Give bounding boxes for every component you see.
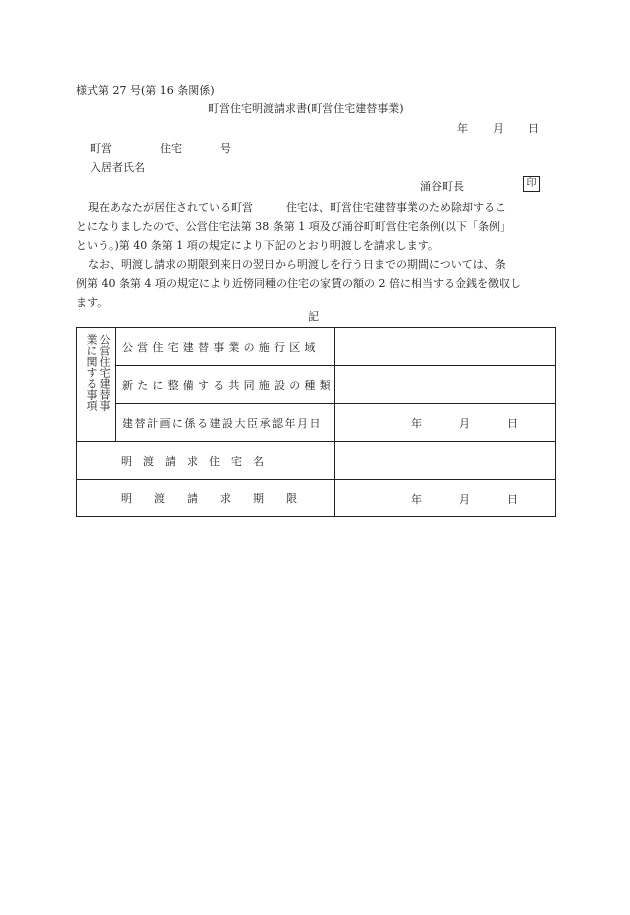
approval-year-label: 年 [411,417,422,430]
document-title: 町営住宅明渡請求書(町営住宅建替事業) [208,102,404,115]
seal-mark: 印 [523,176,540,192]
address-number-label: 号 [220,142,231,155]
group-label-cell [77,328,116,442]
paragraph-line: なお、明渡し請求の期限到来日の翌日から明渡しを行う日までの期間については、条 [88,258,506,271]
address-town-label: 町営 [90,142,112,155]
note-paragraph [76,255,552,312]
facility-type-value[interactable] [335,366,556,404]
house-name-value[interactable] [335,442,556,480]
approval-day-label: 日 [507,417,518,430]
approval-date-label: 建替計画に係る建設大臣承認年月日 [116,404,335,442]
paragraph-line: 例第 40 条第 4 項の規定により近傍同種の住宅の家賃の額の 2 倍に相当する金銭を徴収し [76,277,521,290]
paragraph-line: とになりましたので、公営住宅法第 38 条第 1 項及び涌谷町町営住宅条例(以下「条例」 [76,220,512,233]
resident-name-label: 入居者氏名 [90,161,145,174]
paragraph-line: ます。 [76,296,109,309]
deadline-day-label: 日 [507,493,518,506]
date-year-label: 年 [457,122,468,135]
form-number: 様式第 27 号(第 16 条関係) [76,84,215,97]
house-name-label: 明 渡 請 求 住 宅 名 [77,442,335,480]
date-month-label: 月 [493,122,504,135]
address-housing-label: 住宅 [160,142,182,155]
deadline-value[interactable] [335,480,556,517]
note-label: 記 [308,310,319,323]
deadline-label: 明 渡 請 求 期 限 [77,480,335,517]
date-day-label: 日 [528,122,539,135]
request-paragraph [76,198,552,255]
table-row [77,442,556,480]
deadline-year-label: 年 [411,493,422,506]
group-label: 公営住宅建替事業に関する事項 [85,334,111,411]
table-row [77,480,556,517]
construction-area-value[interactable] [335,328,556,366]
deadline-month-label: 月 [459,493,470,506]
approval-month-label: 月 [459,417,470,430]
approval-date-value[interactable] [335,404,556,442]
table-row [77,366,556,404]
paragraph-line: 現在あなたが居住されている町営 住宅は、町営住宅建替事業のため除却するこ [88,201,506,214]
mayor-label: 涌谷町長 [420,180,464,193]
paragraph-line: という。)第 40 条第 1 項の規定により下記のとおり明渡しを請求します。 [76,239,439,252]
facility-type-label: 新たに整備する共同施設の種類 [116,366,335,404]
record-table [76,327,556,517]
table-row [77,404,556,442]
construction-area-label: 公営住宅建替事業の施行区域 [116,328,335,366]
table-row [77,328,556,366]
